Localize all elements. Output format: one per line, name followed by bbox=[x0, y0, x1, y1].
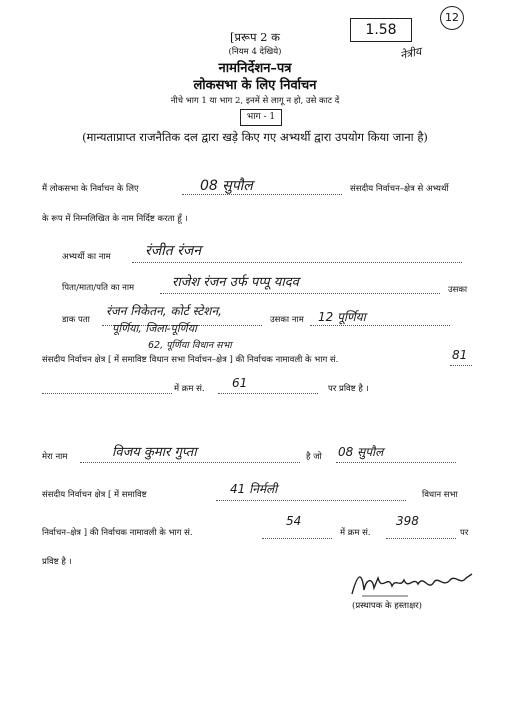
proposer-line3: निर्वाचन–क्षेत्र ] की निर्वाचक नामावली के भाग सं. bbox=[42, 528, 193, 538]
nomination-intro-end: संसदीय निर्वाचन–क्षेत्र से अभ्यर्थी bbox=[350, 184, 449, 194]
roll-part-value: 81 bbox=[452, 348, 468, 362]
part-description: (मान्यताप्राप्त राजनैतिक दल द्वारा खड़े किए गए अभ्यर्थी द्वारा उपयोग किया जाना है) bbox=[82, 130, 428, 144]
serial-value: 12 पूर्णिया bbox=[318, 310, 366, 324]
proposer-name-mid: है जो bbox=[306, 452, 322, 462]
page-number-circle: 12 bbox=[440, 6, 464, 30]
constituency-value: 08 सुपौल bbox=[200, 178, 253, 194]
proposer-line2-end: विधान सभा bbox=[422, 490, 458, 500]
proposer-signature bbox=[348, 566, 478, 602]
candidate-name: रंजीत रंजन bbox=[145, 243, 202, 259]
relative-name: राजेश रंजन उर्फ पप्पू यादव bbox=[172, 275, 299, 290]
form-subtitle: लोकसभा के लिए निर्वाचन bbox=[193, 78, 317, 93]
roll-serial-label: में क्रम सं. bbox=[174, 384, 205, 394]
relative-label: पिता/माता/पति का नाम bbox=[62, 283, 135, 293]
part-label: भाग - 1 bbox=[240, 109, 282, 126]
reference-number-box: 1.58 bbox=[350, 18, 412, 42]
candidate-label: अभ्यर्थी का नाम bbox=[62, 252, 111, 262]
proposer-line2: संसदीय निर्वाचन क्षेत्र [ में समाविष्ट bbox=[42, 490, 147, 500]
proposer-constituency: 08 सुपौल bbox=[338, 445, 384, 459]
roll-note: 62, पूर्णिया विधान सभा bbox=[148, 340, 232, 351]
roll-serial-value: 61 bbox=[232, 376, 248, 390]
proposer-line3-mid: में क्रम सं. bbox=[340, 528, 371, 538]
roll-end: पर प्रविष्ट है । bbox=[328, 384, 369, 394]
roll-text: संसदीय निर्वाचन क्षेत्र [ में समाविष्ट विधान सभा निर्वाचन–क्षेत्र ] की निर्वाचक नामावली के भाग सं. bbox=[42, 355, 339, 365]
nomination-intro: मैं लोकसभा के निर्वाचन के लिए bbox=[42, 184, 139, 194]
address-line-1: रंजन निकेतन, कोर्ट स्टेशन, bbox=[106, 304, 222, 318]
rule-reference: (नियम 4 देखिये) bbox=[228, 47, 282, 57]
address-line-2: पूर्णिया, जिला-पूर्णिया bbox=[112, 322, 197, 335]
relative-tail: उसका bbox=[448, 285, 468, 295]
nomination-intro-2: के रूप में निम्नलिखित के नाम निर्दिष्ट करता हूँ । bbox=[42, 214, 188, 224]
form-number: [प्ररूप 2 क bbox=[230, 30, 280, 44]
proposer-assembly: 41 निर्मली bbox=[230, 482, 278, 496]
instruction: नीचे भाग 1 या भाग 2, इनमें से लागू न हो, उसे काट दें bbox=[170, 96, 340, 106]
proposer-name: विजय कुमार गुप्ता bbox=[112, 445, 197, 460]
signature-label: (प्रस्थापक के हस्ताक्षर) bbox=[352, 601, 422, 611]
proposer-name-label: मेरा नाम bbox=[42, 452, 68, 462]
address-label: डाक पता bbox=[62, 315, 90, 325]
serial-label: उसका नाम bbox=[270, 315, 304, 325]
margin-scribble: नेत्रीय bbox=[398, 44, 423, 63]
form-title: नामनिर्देशन–पत्र bbox=[218, 61, 292, 76]
proposer-line4: प्रविष्ट है । bbox=[42, 557, 72, 567]
proposer-serial-value: 398 bbox=[396, 514, 419, 528]
proposer-line3-end: पर bbox=[460, 528, 469, 538]
proposer-part-value: 54 bbox=[286, 514, 302, 528]
